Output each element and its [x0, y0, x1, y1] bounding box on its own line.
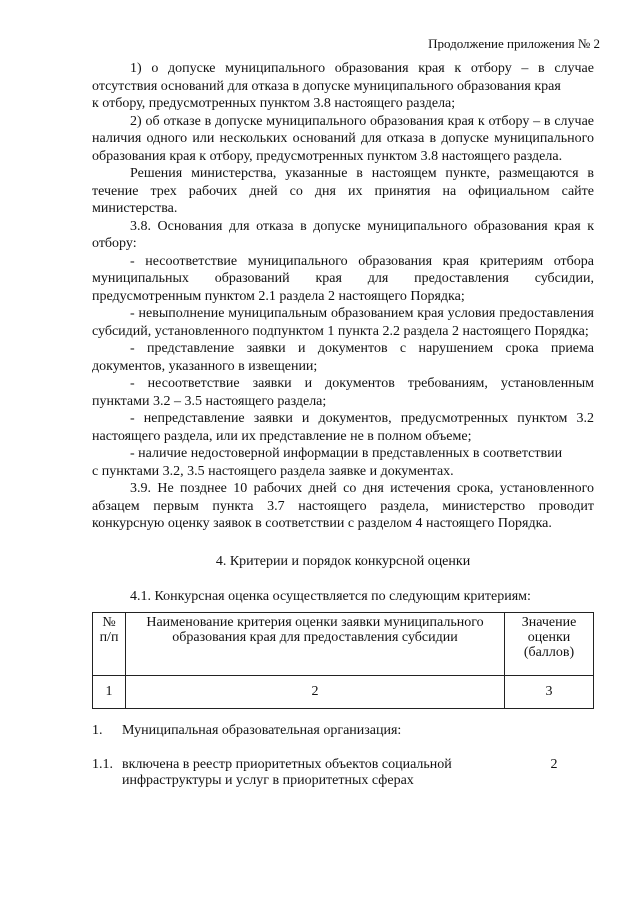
table-cell: 3: [505, 675, 594, 708]
paragraph: 2) об отказе в допуске муниципального образования края к отбору – в случае наличия одного или нескольких оснований для отказа в допуске муниципального образования края к отбору, предусмотренных пунктом 3.8 настоящего раздела.: [92, 113, 594, 164]
section-title: 4. Критерии и порядок конкурсной оценки: [215, 553, 471, 569]
paragraph: к отбору, предусмотренных пунктом 3.8 настоящего раздела;: [92, 96, 456, 111]
criteria-row: [92, 757, 594, 789]
paragraph: 3.9. Не позднее 10 рабочих дней со дня истечения срока, установленного абзацем первым пункта 3.7 настоящего раздела, министерство проводит конкурсную оценку заявок в соответствии с разделом 4 настоящего Порядка.: [92, 481, 594, 531]
criteria-row: [92, 723, 594, 739]
criteria-number: 1.: [92, 722, 103, 738]
list-item: - непредставление заявки и документов, предусмотренных пунктом 3.2 настоящего раздела, или их представление не в полном объеме;: [92, 411, 594, 444]
table-header-cell: № п/п: [93, 612, 126, 675]
paragraph: 1) о допуске муниципального образования края к отбору – в случае отсутствия оснований для отказа в допуске муниципального образования края: [92, 61, 594, 94]
table-cell: 1: [93, 675, 126, 708]
criteria-text: включена в реестр приоритетных объектов социальной инфраструктуры и услуг в приоритетных сферах: [122, 756, 452, 788]
criteria-value: 2: [550, 756, 558, 772]
list-item: - несоответствие муниципального образования края критериям отбора муниципальных образований края для предоставления субсидии, предусмотренным пунктом 2.1 раздела 2 настоящего Порядка;: [92, 253, 594, 304]
list-item: - наличие недостоверной информации в представленных в соответствии: [130, 446, 563, 461]
page-header: Продолжение приложения № 2: [428, 36, 600, 51]
paragraph: 3.8. Основания для отказа в допуске муниципального образования края к отбору:: [92, 218, 594, 251]
table-cell: 2: [126, 675, 505, 708]
list-item: - представление заявки и документов с нарушением срока приема документов, указанного в извещении;: [92, 341, 594, 374]
paragraph: с пунктами 3.2, 3.5 настоящего раздела заявке и документах.: [92, 463, 454, 479]
table-row: [93, 675, 594, 708]
list-item: - невыполнение муниципальным образованием края условия предоставления субсидий, установленного подпунктом 1 пункта 2.2 раздела 2 настоящего Порядка;: [92, 306, 594, 339]
list-item: - несоответствие заявки и документов требованиям, установленным пунктами 3.2 – 3.5 настоящего раздела;: [92, 376, 594, 409]
criteria-table: [92, 612, 594, 709]
table-header-cell: Наименование критерия оценки заявки муниципального образования края для предоставления субсидии: [126, 612, 505, 675]
criteria-list: [92, 723, 594, 789]
document-body: [92, 60, 594, 789]
criteria-text: Муниципальная образовательная организация:: [122, 722, 402, 738]
paragraph: Решения министерства, указанные в настоящем пункте, размещаются в течение трех рабочих дней со дня их принятия на официальном сайте министерства.: [92, 166, 594, 216]
criteria-number: 1.1.: [92, 756, 113, 772]
table-header-cell: Значение оценки (баллов): [505, 612, 594, 675]
intro-text: 4.1. Конкурсная оценка осуществляется по следующим критериям:: [130, 589, 531, 604]
table-header-row: [93, 612, 594, 675]
